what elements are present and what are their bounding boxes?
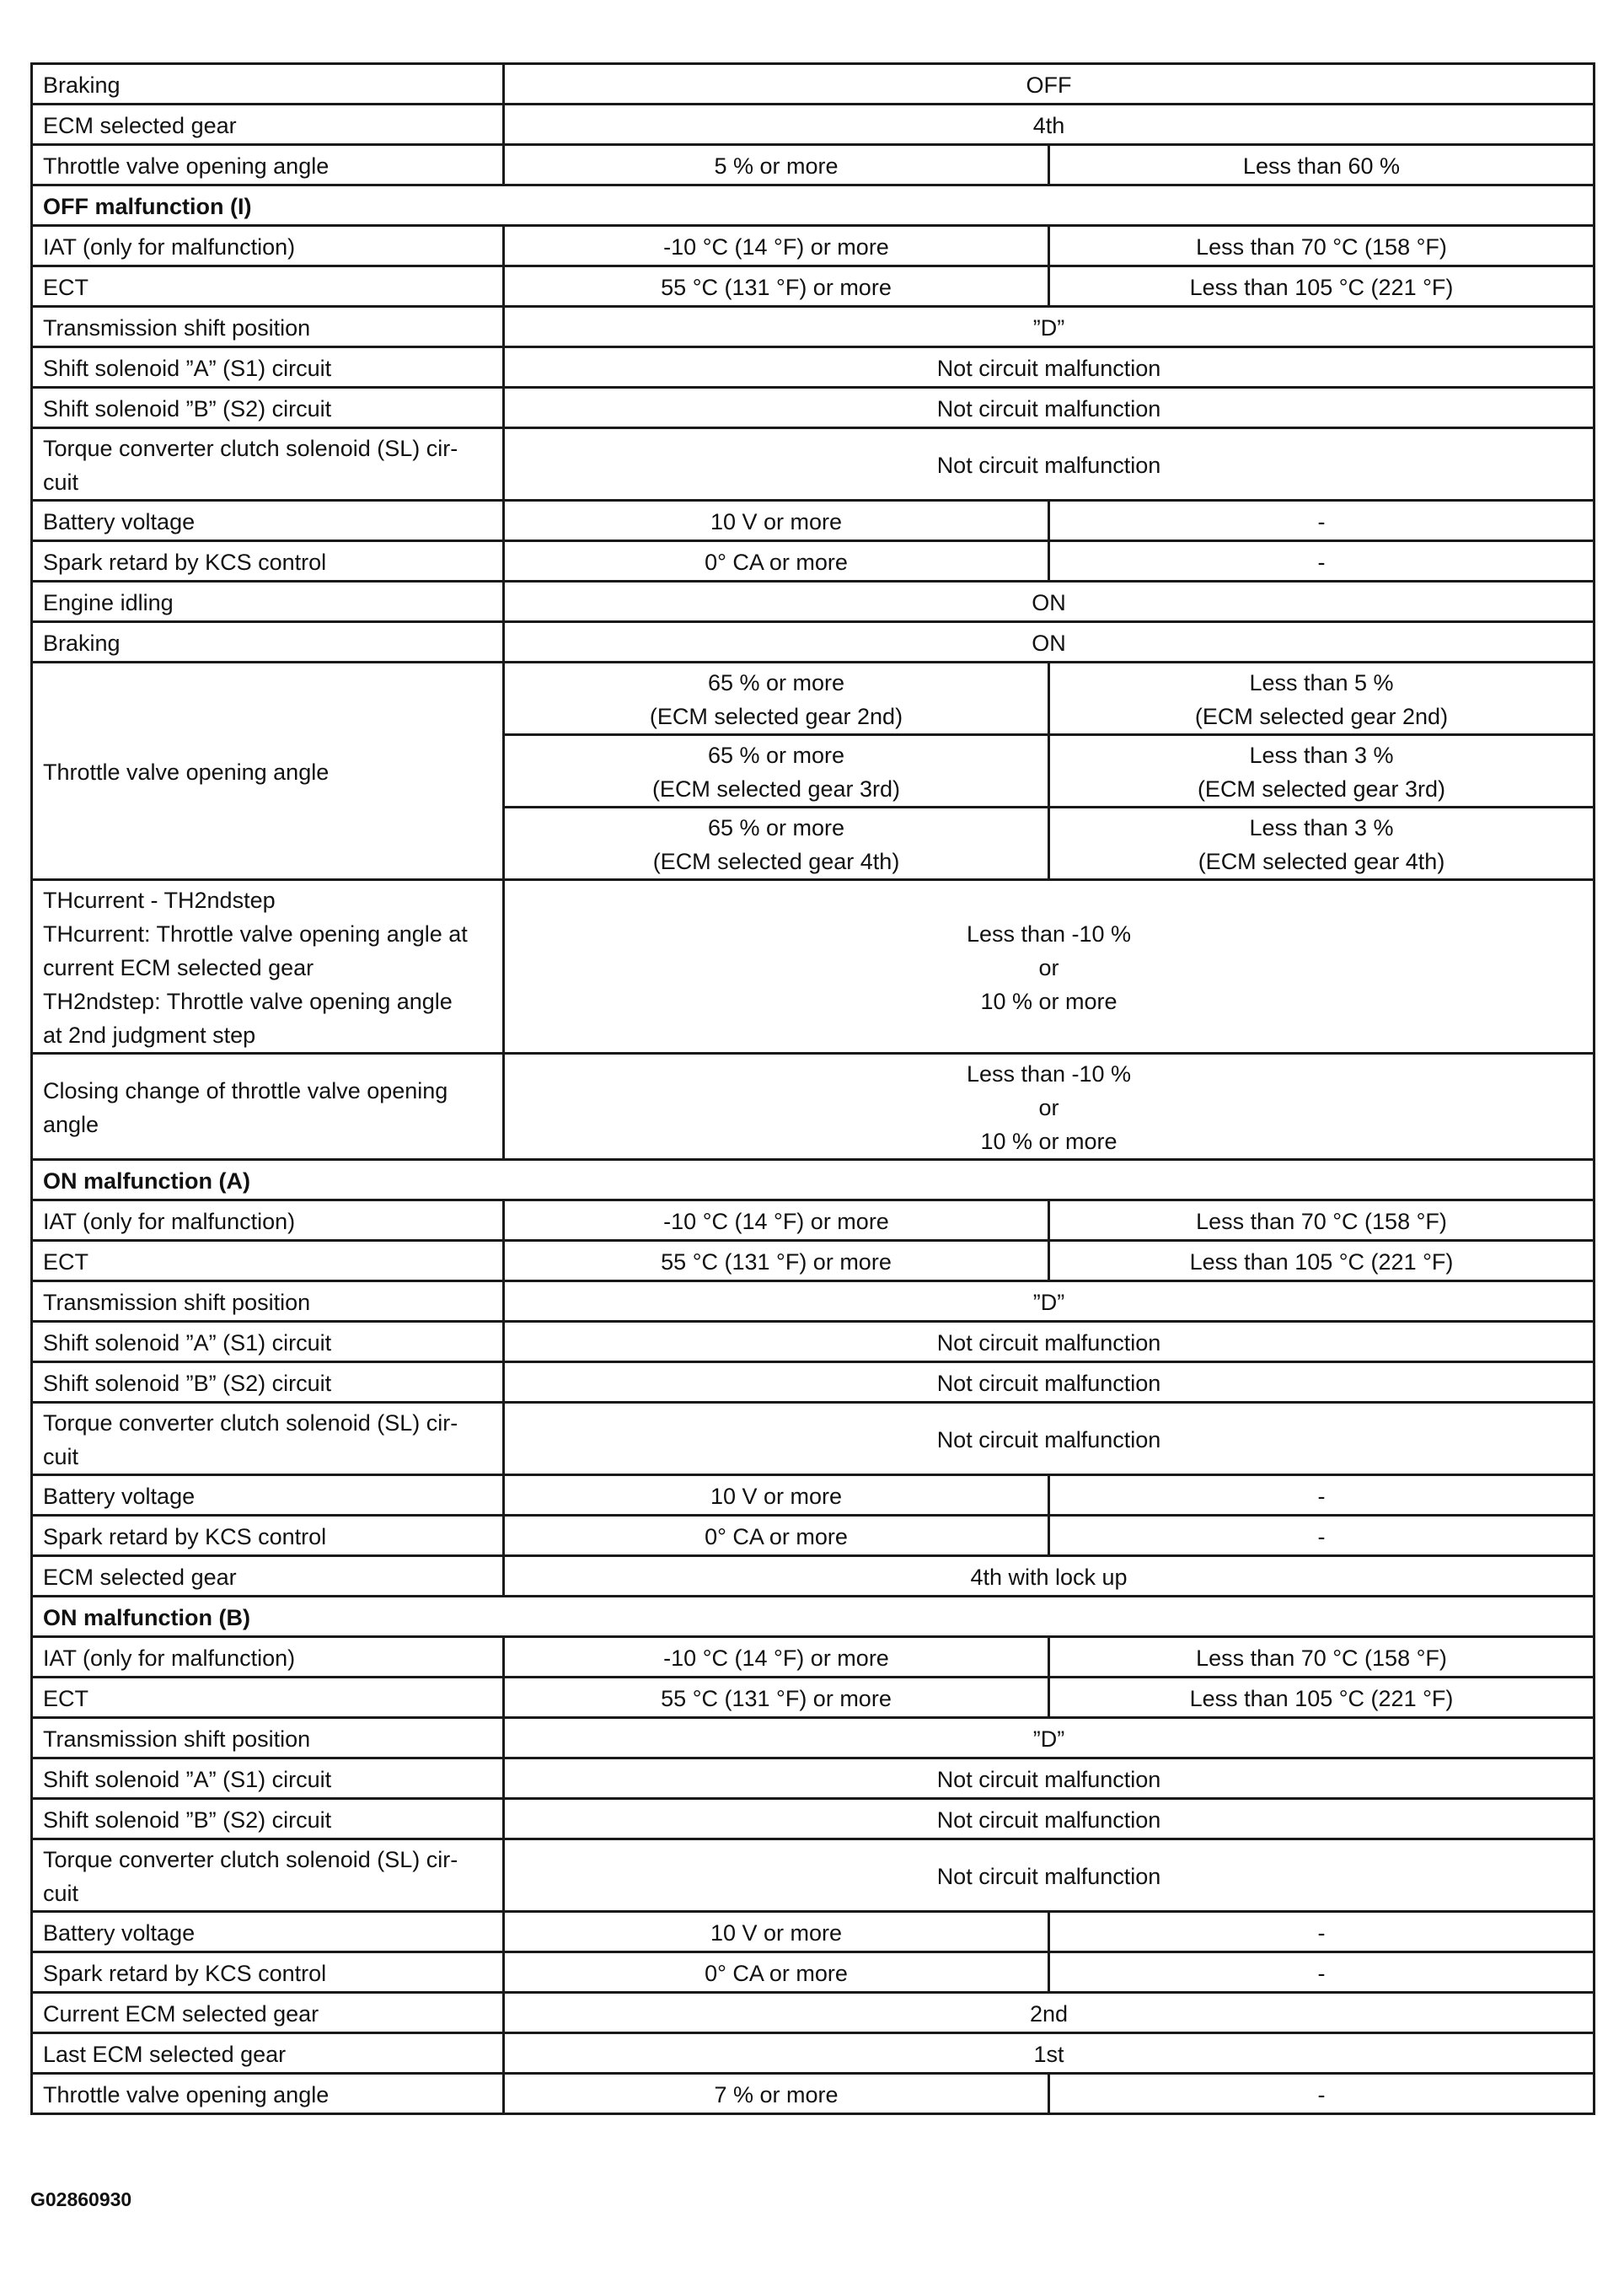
table-row (32, 1758, 1595, 1799)
condition-label: Shift solenoid ”B” (S2) circuit (32, 388, 504, 428)
condition-max: Less than 70 °C (158 °F) (1049, 1637, 1595, 1678)
cell-line: THcurrent: Throttle valve opening angle at (43, 921, 468, 947)
cell-line: (ECM selected gear 2nd) (1194, 704, 1449, 729)
condition-label (32, 1839, 504, 1912)
condition-value: Not circuit malfunction (504, 388, 1595, 428)
condition-max: - (1049, 1912, 1595, 1952)
table-row (32, 1993, 1595, 2033)
table-row (32, 1718, 1595, 1758)
condition-label (32, 1403, 504, 1475)
table-row (32, 1839, 1595, 1912)
section-row (32, 1160, 1595, 1200)
cell-line: current ECM selected gear (43, 955, 314, 980)
condition-max: - (1049, 1952, 1595, 1993)
table-row (32, 64, 1595, 105)
condition-value: ON (504, 622, 1595, 663)
table-row (32, 145, 1595, 185)
condition-value: 4th (504, 105, 1595, 145)
table-row (32, 2033, 1595, 2074)
condition-value: 2nd (504, 1993, 1595, 2033)
table-row (32, 428, 1595, 501)
condition-label: ECM selected gear (32, 1556, 504, 1597)
condition-label: Spark retard by KCS control (32, 541, 504, 582)
cell-line: THcurrent - TH2ndstep (43, 888, 276, 913)
cell-line: 10 % or more (980, 989, 1118, 1014)
cell-line: Less than 3 % (1249, 815, 1394, 840)
condition-min (504, 735, 1049, 808)
section-heading: ON malfunction (B) (32, 1597, 1595, 1637)
section-row (32, 1597, 1595, 1637)
condition-min: 10 V or more (504, 501, 1049, 541)
condition-label: Shift solenoid ”B” (S2) circuit (32, 1362, 504, 1403)
condition-value: Not circuit malfunction (504, 428, 1595, 501)
cell-line: (ECM selected gear 4th) (1198, 849, 1445, 874)
condition-max: - (1049, 501, 1595, 541)
table-row (32, 501, 1595, 541)
condition-min: 0° CA or more (504, 1952, 1049, 1993)
table-row (32, 1475, 1595, 1516)
condition-label (32, 1054, 504, 1160)
cell-line: Less than 3 % (1249, 743, 1394, 768)
condition-min: 10 V or more (504, 1912, 1049, 1952)
condition-label: Shift solenoid ”A” (S1) circuit (32, 1322, 504, 1362)
cell-line: angle (43, 1112, 99, 1137)
cell-line: 65 % or more (707, 743, 845, 768)
condition-min: 55 °C (131 °F) or more (504, 1241, 1049, 1281)
condition-min: 5 % or more (504, 145, 1049, 185)
condition-max: - (1049, 1475, 1595, 1516)
cell-line: Closing change of throttle valve opening (43, 1078, 448, 1103)
cell-line: cuit (43, 470, 79, 495)
condition-max: - (1049, 541, 1595, 582)
cell-line: Torque converter clutch solenoid (SL) cir- (43, 436, 458, 461)
condition-label: Spark retard by KCS control (32, 1952, 504, 1993)
condition-min: -10 °C (14 °F) or more (504, 1637, 1049, 1678)
cell-line: 10 % or more (980, 1129, 1118, 1154)
condition-label: Throttle valve opening angle (32, 2074, 504, 2114)
condition-value: ”D” (504, 307, 1595, 347)
table-row (32, 1799, 1595, 1839)
cell-line: (ECM selected gear 2nd) (649, 704, 903, 729)
table-row (32, 541, 1595, 582)
condition-label: Shift solenoid ”A” (S1) circuit (32, 1758, 504, 1799)
cell-line: TH2ndstep: Throttle valve opening angle (43, 989, 453, 1014)
condition-label: Throttle valve opening angle (32, 145, 504, 185)
condition-value (504, 1054, 1595, 1160)
condition-min (504, 663, 1049, 735)
cell-line: at 2nd judgment step (43, 1023, 256, 1048)
condition-max: Less than 105 °C (221 °F) (1049, 1241, 1595, 1281)
condition-label: IAT (only for malfunction) (32, 1637, 504, 1678)
condition-label: Battery voltage (32, 501, 504, 541)
conditions-table (30, 62, 1595, 2115)
condition-max: Less than 105 °C (221 °F) (1049, 1678, 1595, 1718)
condition-value: OFF (504, 64, 1595, 105)
condition-max: Less than 60 % (1049, 145, 1595, 185)
table-row (32, 1637, 1595, 1678)
section-row (32, 185, 1595, 226)
condition-label: ECT (32, 1678, 504, 1718)
condition-value: Not circuit malfunction (504, 1839, 1595, 1912)
condition-min: 7 % or more (504, 2074, 1049, 2114)
condition-min: 0° CA or more (504, 541, 1049, 582)
condition-label: Braking (32, 622, 504, 663)
condition-label: Shift solenoid ”B” (S2) circuit (32, 1799, 504, 1839)
table-row (32, 1241, 1595, 1281)
cell-line: or (1038, 1095, 1059, 1120)
cell-line: Less than -10 % (966, 1061, 1132, 1087)
condition-label: Battery voltage (32, 1912, 504, 1952)
condition-min: -10 °C (14 °F) or more (504, 1200, 1049, 1241)
table-row (32, 1678, 1595, 1718)
condition-value: Not circuit malfunction (504, 1403, 1595, 1475)
condition-label: ECT (32, 1241, 504, 1281)
table-row (32, 266, 1595, 307)
condition-max: Less than 70 °C (158 °F) (1049, 226, 1595, 266)
condition-label: Transmission shift position (32, 1281, 504, 1322)
cell-line: Torque converter clutch solenoid (SL) cir- (43, 1847, 458, 1872)
condition-value: Not circuit malfunction (504, 1758, 1595, 1799)
cell-line: cuit (43, 1881, 79, 1906)
condition-max: Less than 105 °C (221 °F) (1049, 266, 1595, 307)
table-row (32, 1362, 1595, 1403)
condition-label: Braking (32, 64, 504, 105)
condition-max: Less than 70 °C (158 °F) (1049, 1200, 1595, 1241)
condition-value: ON (504, 582, 1595, 622)
table-row (32, 1403, 1595, 1475)
table-row (32, 622, 1595, 663)
table-row (32, 388, 1595, 428)
condition-label: IAT (only for malfunction) (32, 226, 504, 266)
figure-id: G02860930 (30, 2188, 132, 2210)
condition-label (32, 428, 504, 501)
condition-label: Last ECM selected gear (32, 2033, 504, 2074)
condition-min: 55 °C (131 °F) or more (504, 266, 1049, 307)
condition-label: Engine idling (32, 582, 504, 622)
table-row (32, 307, 1595, 347)
table-row (32, 226, 1595, 266)
condition-label: Current ECM selected gear (32, 1993, 504, 2033)
table-row (32, 1200, 1595, 1241)
condition-min (504, 808, 1049, 880)
condition-label: Throttle valve opening angle (32, 663, 504, 880)
table-row (32, 1281, 1595, 1322)
table-row (32, 2074, 1595, 2114)
cell-line: cuit (43, 1444, 79, 1469)
condition-value: Not circuit malfunction (504, 347, 1595, 388)
condition-min: 10 V or more (504, 1475, 1049, 1516)
table-row (32, 1516, 1595, 1556)
condition-label: Spark retard by KCS control (32, 1516, 504, 1556)
condition-value (504, 880, 1595, 1054)
condition-value: ”D” (504, 1281, 1595, 1322)
condition-label: ECT (32, 266, 504, 307)
condition-min: 0° CA or more (504, 1516, 1049, 1556)
table-row (32, 1556, 1595, 1597)
condition-max: - (1049, 2074, 1595, 2114)
cell-line: (ECM selected gear 3rd) (651, 776, 901, 802)
condition-value: 1st (504, 2033, 1595, 2074)
section-heading: ON malfunction (A) (32, 1160, 1595, 1200)
condition-label: ECM selected gear (32, 105, 504, 145)
condition-value: Not circuit malfunction (504, 1362, 1595, 1403)
table-row (32, 1912, 1595, 1952)
cell-line: Less than 5 % (1249, 670, 1394, 695)
condition-value: ”D” (504, 1718, 1595, 1758)
condition-value: Not circuit malfunction (504, 1799, 1595, 1839)
table-row (32, 347, 1595, 388)
condition-max (1049, 663, 1595, 735)
condition-label (32, 880, 504, 1054)
condition-label: IAT (only for malfunction) (32, 1200, 504, 1241)
table-row (32, 1322, 1595, 1362)
cell-line: Torque converter clutch solenoid (SL) cir- (43, 1410, 458, 1436)
condition-min: -10 °C (14 °F) or more (504, 226, 1049, 266)
condition-max (1049, 735, 1595, 808)
condition-label: Transmission shift position (32, 1718, 504, 1758)
section-heading: OFF malfunction (I) (32, 185, 1595, 226)
table-row (32, 880, 1595, 1054)
cell-line: (ECM selected gear 3rd) (1197, 776, 1446, 802)
condition-min: 55 °C (131 °F) or more (504, 1678, 1049, 1718)
condition-label: Battery voltage (32, 1475, 504, 1516)
table-row (32, 105, 1595, 145)
cell-line: Less than -10 % (966, 921, 1132, 947)
cell-line: 65 % or more (707, 815, 845, 840)
cell-line: 65 % or more (707, 670, 845, 695)
condition-max: - (1049, 1516, 1595, 1556)
cell-line: or (1038, 955, 1059, 980)
condition-value: 4th with lock up (504, 1556, 1595, 1597)
condition-label: Transmission shift position (32, 307, 504, 347)
condition-label: Shift solenoid ”A” (S1) circuit (32, 347, 504, 388)
table-row (32, 1952, 1595, 1993)
cell-line: (ECM selected gear 4th) (652, 849, 900, 874)
condition-value: Not circuit malfunction (504, 1322, 1595, 1362)
condition-max (1049, 808, 1595, 880)
table-row (32, 1054, 1595, 1160)
table-row (32, 663, 1595, 735)
table-row (32, 582, 1595, 622)
